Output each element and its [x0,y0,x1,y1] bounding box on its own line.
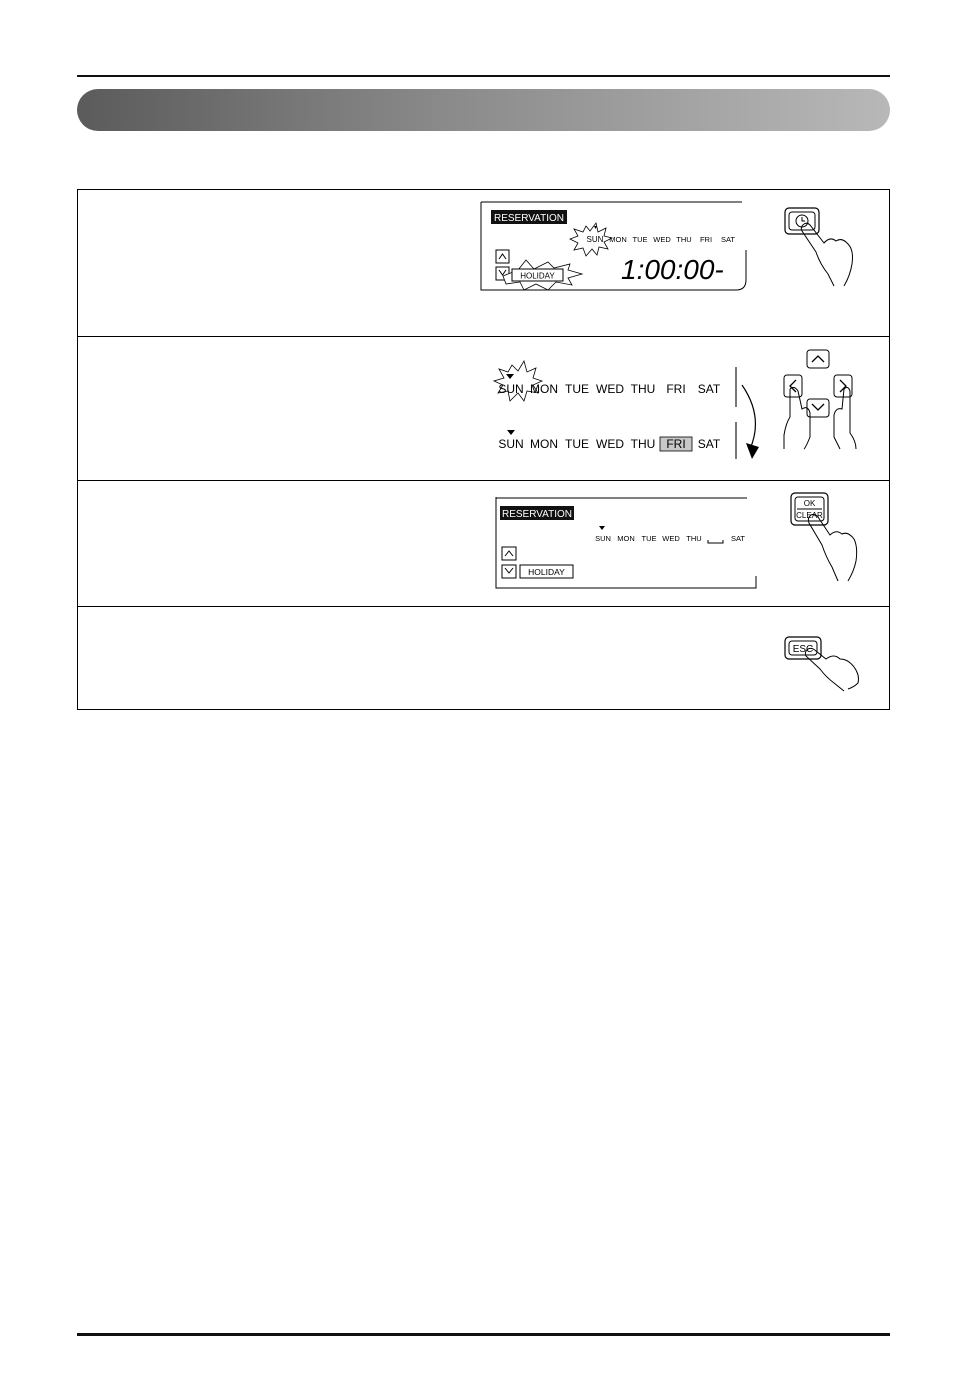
day-thu: THU [676,235,692,244]
day-sun: SUN [586,235,604,244]
step-4-illustration [78,607,891,711]
day-wed: WED [662,534,680,543]
day-sun: SUN [498,382,524,396]
day-tue: TUE [641,534,657,543]
day-thu: THU [630,437,656,451]
up-arrow-icon [502,547,516,560]
day-mon: MON [617,534,635,543]
curved-arrow-icon [742,385,755,449]
steps-table [77,189,890,710]
day-sat: SAT [720,235,736,244]
day-fri: FRI [666,437,686,451]
step-3-row [78,481,889,607]
day-mon: MON [609,235,627,244]
up-key-icon [807,350,829,368]
right-key-icon [834,375,852,397]
day-tue: TUE [565,437,589,451]
day-mon: MON [530,437,558,451]
day-sun: SUN [595,534,611,543]
day-sat: SAT [697,382,721,396]
down-arrow-icon [502,565,516,578]
clear-label: CLEAR [796,511,823,520]
header-rule [77,75,890,77]
day-thu: THU [686,534,702,543]
esc-label: ESC [792,644,814,655]
step-3-illustration [78,481,891,607]
day-fri: FRI [666,382,686,396]
day-wed: WED [653,235,671,244]
day-sun: SUN [498,437,524,451]
left-key-icon [784,375,802,397]
step-2-illustration [78,337,891,481]
ok-label: OK [803,499,816,508]
day-sat: SAT [730,534,746,543]
footer-rule [77,1333,890,1336]
day-tue: TUE [565,382,589,396]
day-fri: FRI [699,235,713,244]
reservation-label: RESERVATION [501,509,573,520]
reservation-label: RESERVATION [493,213,565,224]
step-4-row [78,607,889,711]
day-mon: MON [530,382,558,396]
day-marker-icon [599,526,605,530]
day-sat: SAT [697,437,721,451]
holiday-label: HOLIDAY [528,567,565,577]
day-wed: WED [596,382,624,396]
step-1-row [78,190,889,337]
day-marker-icon [507,430,515,435]
up-arrow-icon [496,250,509,263]
section-title-banner [77,89,890,131]
day-wed: WED [596,437,624,451]
time-readout: 1:00:00- [621,254,724,285]
cleared-day-slot [708,540,723,543]
holiday-label: HOLIDAY [520,271,555,281]
day-tue: TUE [632,235,648,244]
day-thu: THU [630,382,656,396]
step-2-row [78,337,889,481]
step-1-illustration [78,190,891,337]
